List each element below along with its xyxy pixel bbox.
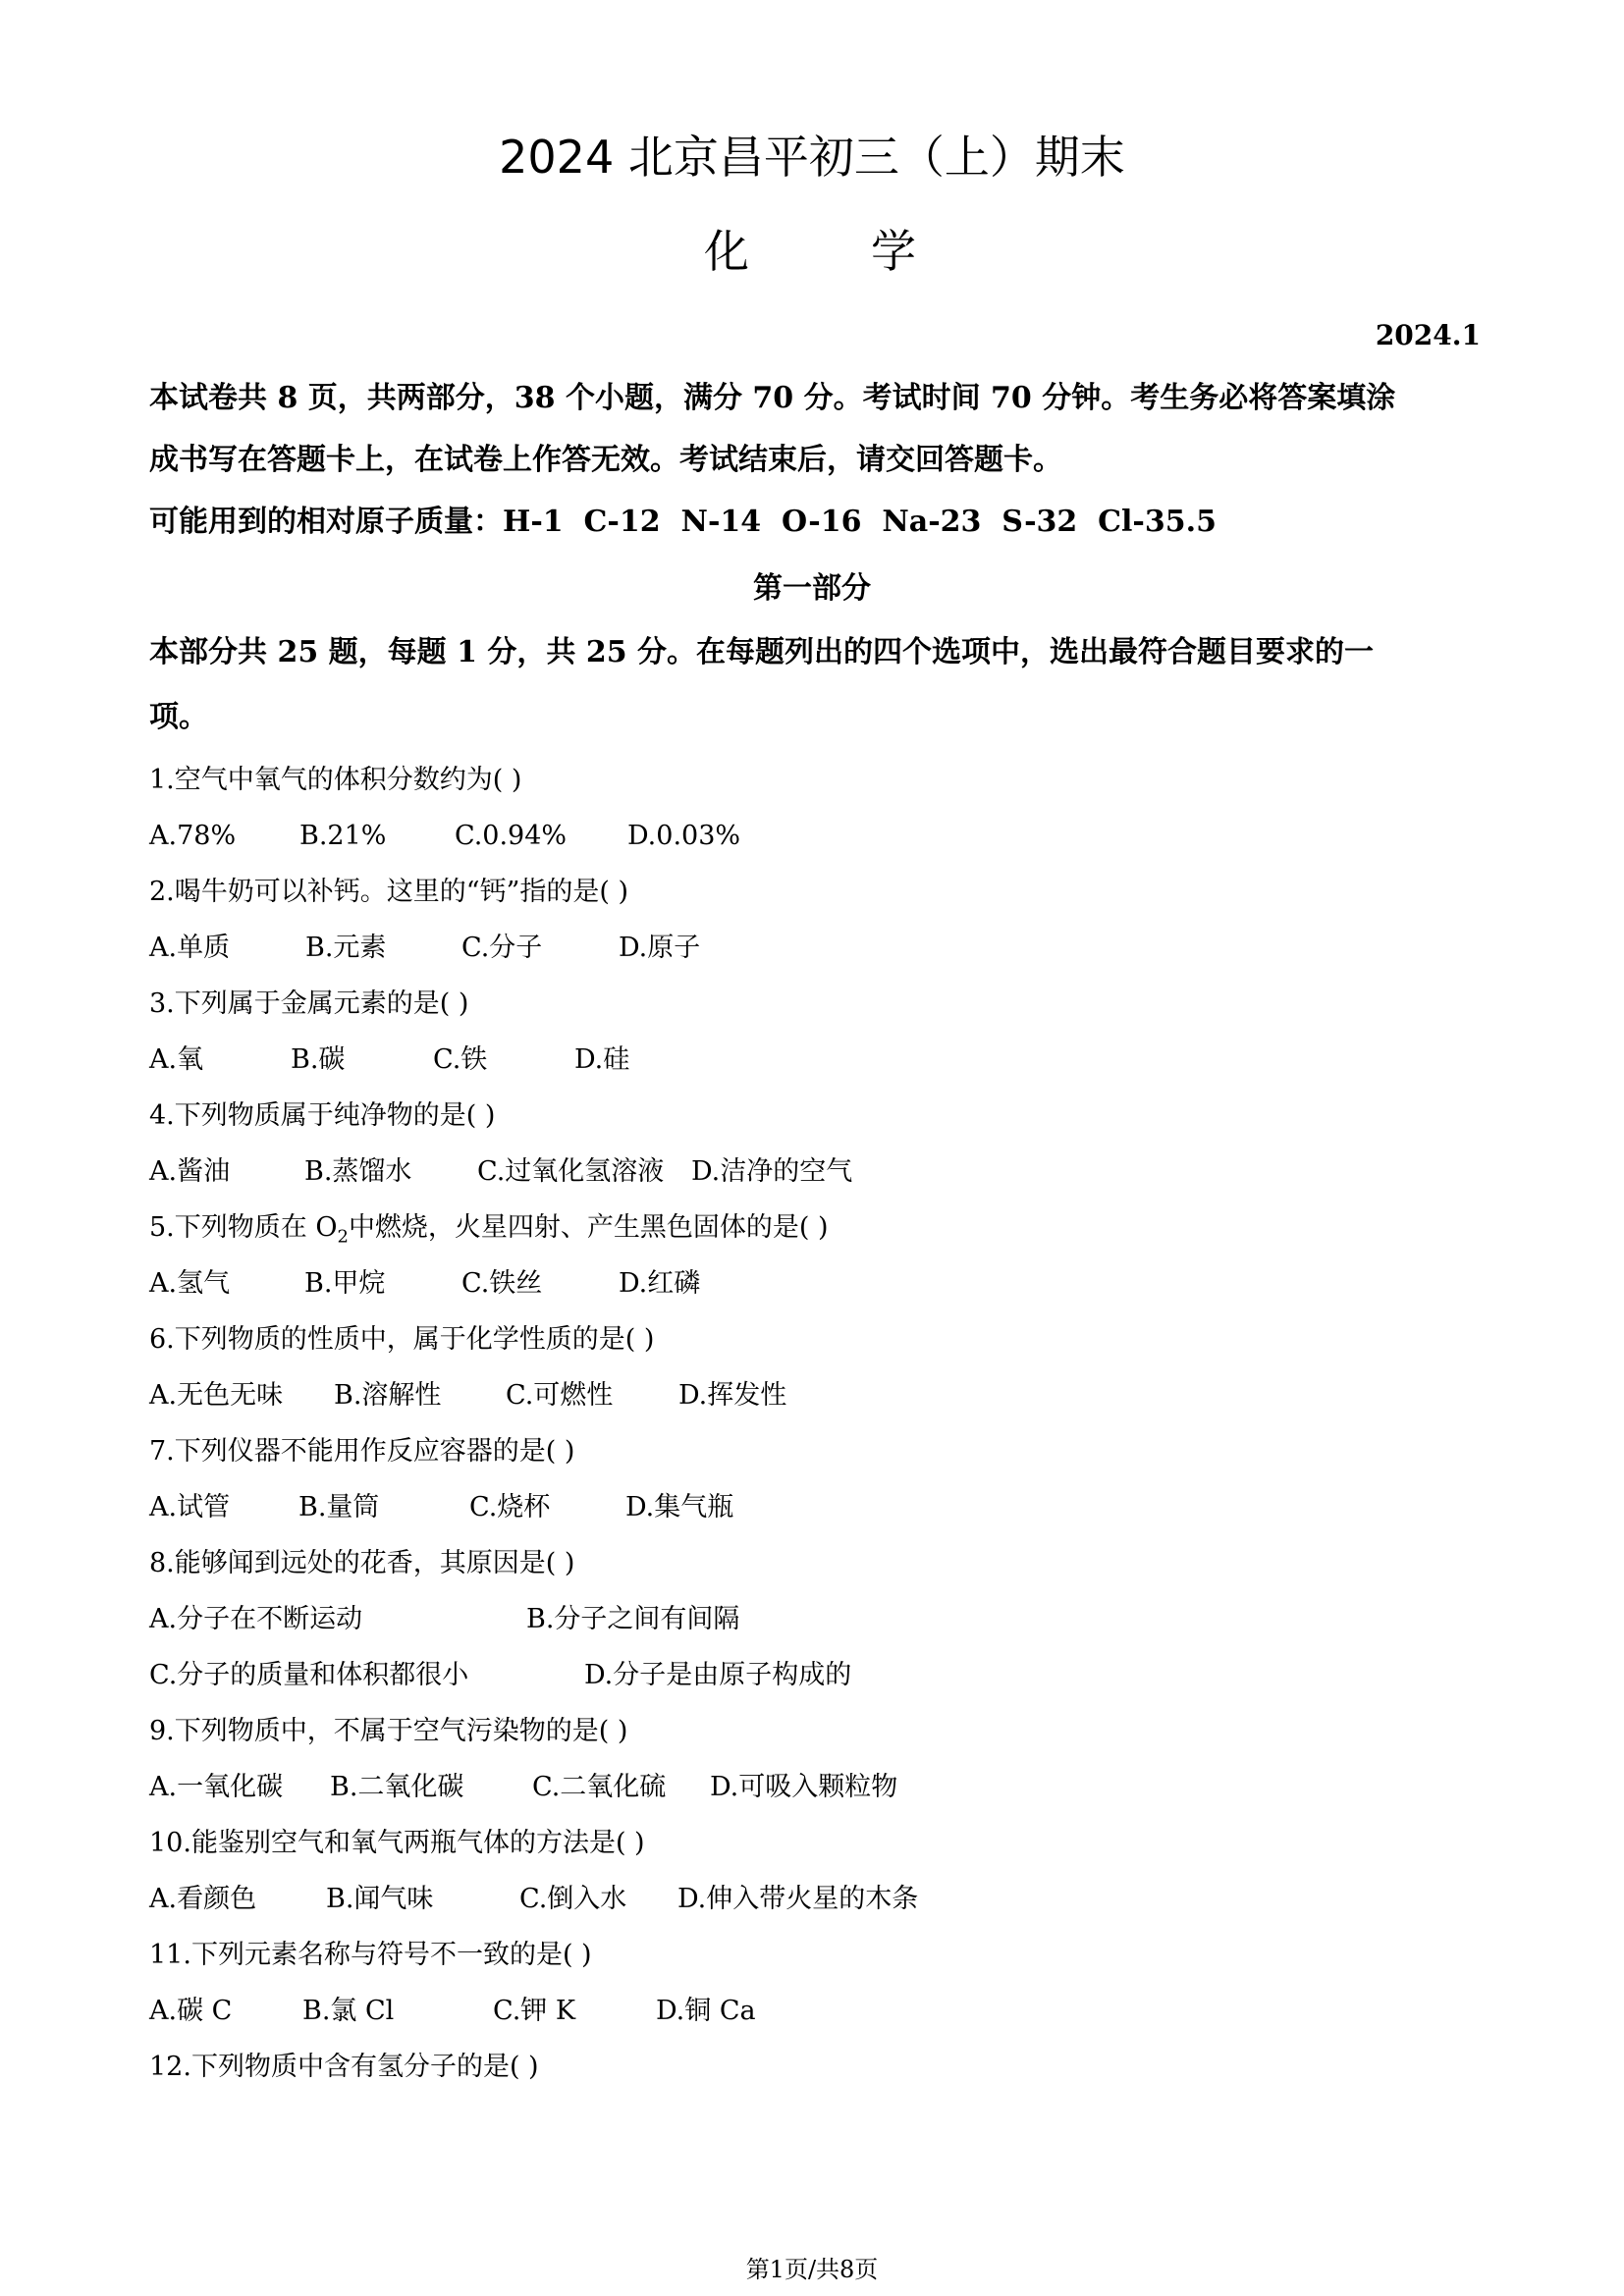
option: C.过氧化氢溶液	[477, 1156, 665, 1187]
option: A.无色无味	[149, 1380, 284, 1411]
option: A.看颜色	[149, 1884, 257, 1914]
option: D.原子	[619, 933, 701, 963]
option: D.0.03%	[627, 821, 741, 851]
option: C.0.94%	[455, 821, 568, 851]
question-options	[149, 1759, 1481, 1815]
option: A.78%	[149, 821, 237, 851]
option: C.二氧化硫	[532, 1772, 667, 1802]
option: B.氯 Cl	[302, 1996, 395, 2026]
option: C.分子	[461, 933, 543, 963]
question-stem: 4.下列物质属于纯净物的是( )	[149, 1100, 496, 1131]
question-stem: 2.喝牛奶可以补钙。这里的“钙”指的是( )	[149, 877, 629, 907]
option: D.挥发性	[678, 1380, 787, 1411]
question-options	[149, 1871, 1481, 1927]
option: A.氢气	[149, 1268, 231, 1299]
option: A.单质	[149, 933, 231, 963]
part-one-title: 第一部分	[753, 571, 871, 606]
question-stem: 9.下列物质中，不属于空气污染物的是( )	[149, 1716, 628, 1746]
question-list	[149, 752, 1481, 2095]
question-options	[149, 1983, 1481, 2039]
part-one-description	[149, 620, 1481, 750]
option: C.钾 K	[493, 1996, 576, 2026]
option: B.元素	[305, 933, 387, 963]
question-stem: 12.下列物质中含有氢分子的是( )	[149, 2052, 539, 2082]
subject-char: 学	[871, 225, 920, 278]
question-stem: 6.下列物质的性质中，属于化学性质的是( )	[149, 1324, 655, 1355]
subject-char: 化	[704, 225, 753, 278]
instructions-line: 本试卷共 8 页，共两部分，38 个小题，满分 70 分。考试时间 70 分钟。考生务必将答案填涂	[149, 381, 1396, 415]
question-stem: 10.能鉴别空气和氧气两瓶气体的方法是( )	[149, 1828, 645, 1858]
option: D.伸入带火星的木条	[677, 1884, 919, 1914]
atomic-masses: 可能用到的相对原子质量：H-1 C-12 N-14 O-16 Na-23 S-32 Cl-35.5	[149, 505, 1217, 539]
option: B.碳	[291, 1044, 346, 1075]
option: B.分子之间有间隔	[526, 1604, 740, 1634]
question-stem	[149, 1200, 1481, 1255]
option: B.甲烷	[304, 1268, 386, 1299]
option: D.洁净的空气	[691, 1156, 853, 1187]
option: A.氧	[149, 1044, 204, 1075]
option: D.可吸入颗粒物	[710, 1772, 898, 1802]
option: B.21%	[299, 821, 387, 851]
question-stem: 8.能够闻到远处的花香，其原因是( )	[149, 1548, 575, 1578]
option: B.闻气味	[326, 1884, 434, 1914]
option: C.可燃性	[506, 1380, 614, 1411]
option: A.碳 C	[149, 1996, 233, 2026]
option: D.红磷	[619, 1268, 701, 1299]
option: C.分子的质量和体积都很小	[149, 1660, 469, 1690]
option: D.铜 Ca	[656, 1996, 756, 2026]
question-stem: 11.下列元素名称与符号不一致的是( )	[149, 1940, 592, 1970]
stem-text: 5.下列物质在 O	[149, 1212, 338, 1243]
option: D.分子是由原子构成的	[584, 1660, 852, 1690]
question-stem: 3.下列属于金属元素的是( )	[149, 988, 469, 1019]
instructions-line: 成书写在答题卡上，在试卷上作答无效。考试结束后，请交回答题卡。	[149, 443, 1062, 477]
option: C.烧杯	[469, 1492, 551, 1522]
option: A.一氧化碳	[149, 1772, 284, 1802]
question-options	[149, 1032, 1481, 1088]
option: C.铁	[433, 1044, 488, 1075]
question-options	[149, 1479, 1481, 1535]
option: B.溶解性	[334, 1380, 442, 1411]
part-desc-line: 项。	[149, 700, 208, 734]
exam-title: 2024 北京昌平初三（上）期末	[499, 131, 1125, 184]
option: B.蒸馏水	[304, 1156, 412, 1187]
question-options	[149, 1591, 1481, 1647]
option: A.分子在不断运动	[149, 1604, 363, 1634]
question-stem: 1.空气中氧气的体积分数约为( )	[149, 765, 522, 795]
question-options	[149, 1144, 1481, 1200]
question-options	[149, 1647, 1481, 1703]
page-number: 第1页/共8页	[745, 2256, 879, 2283]
subscript: 2	[337, 1226, 349, 1248]
question-options	[149, 808, 1481, 864]
option: B.量筒	[298, 1492, 380, 1522]
exam-date: 2024.1	[1375, 319, 1481, 351]
question-stem: 7.下列仪器不能用作反应容器的是( )	[149, 1436, 575, 1467]
exam-instructions	[149, 367, 1481, 553]
option: A.试管	[149, 1492, 231, 1522]
option: D.硅	[574, 1044, 630, 1075]
part-desc-line: 本部分共 25 题，每题 1 分，共 25 分。在每题列出的四个选项中，选出最符合题目要求的一	[149, 635, 1375, 669]
option: D.集气瓶	[625, 1492, 734, 1522]
stem-text: 中燃烧，火星四射、产生黑色固体的是( )	[348, 1212, 829, 1243]
option: C.倒入水	[519, 1884, 627, 1914]
option: B.二氧化碳	[330, 1772, 464, 1802]
subject-title	[0, 216, 1624, 287]
question-options	[149, 920, 1481, 976]
question-options	[149, 1255, 1481, 1311]
option: C.铁丝	[461, 1268, 543, 1299]
question-options	[149, 1367, 1481, 1423]
option: A.酱油	[149, 1156, 231, 1187]
